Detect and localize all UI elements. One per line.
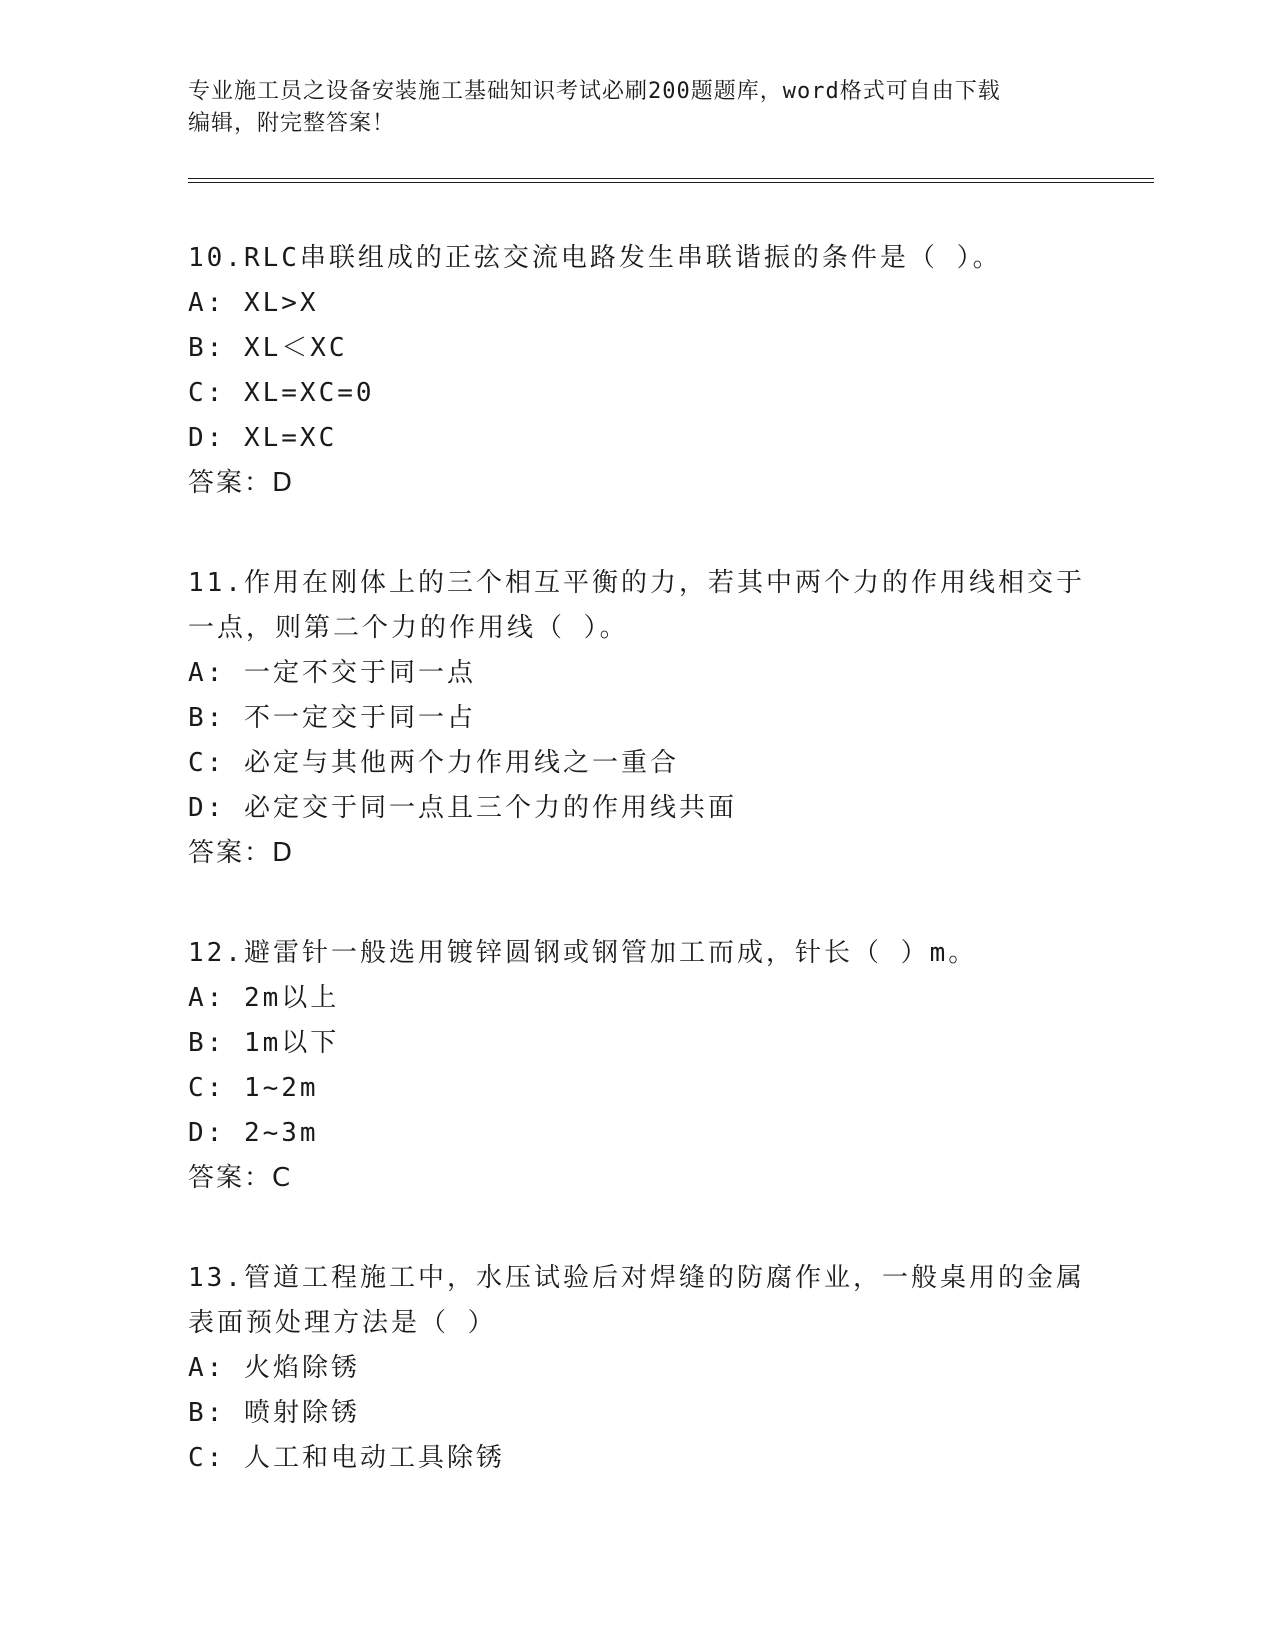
option-d: D: XL=XC xyxy=(188,423,338,453)
question-12 xyxy=(188,931,1088,1201)
option-d: D: 必定交于同一点且三个力的作用线共面 xyxy=(188,793,737,823)
header-divider-bottom xyxy=(188,182,1154,183)
answer-label: 答案：D xyxy=(188,838,295,868)
question-stem-continued: 表面预处理方法是（ ） xyxy=(188,1308,497,1338)
answer-label: 答案：C xyxy=(188,1163,293,1193)
option-a: A: 火焰除锈 xyxy=(188,1353,360,1383)
option-c: C: XL=XC=0 xyxy=(188,378,375,408)
option-c: C: 1~2m xyxy=(188,1073,319,1103)
question-stem: 13.管道工程施工中，水压试验后对焊缝的防腐作业，一般桌用的金属 xyxy=(188,1263,1085,1293)
question-stem-continued: 一点，则第二个力的作用线（ ）。 xyxy=(188,613,629,643)
option-b: B: XL＜XC xyxy=(188,333,348,363)
question-10 xyxy=(188,236,1088,506)
question-11 xyxy=(188,561,1088,876)
document-header xyxy=(188,76,1068,140)
header-line-2: 编辑，附完整答案！ xyxy=(188,111,396,136)
header-line-1: 专业施工员之设备安装施工基础知识考试必刷200题题库，word格式可自由下载 xyxy=(188,79,1001,104)
option-a: A: XL>X xyxy=(188,288,319,318)
option-c: C: 人工和电动工具除锈 xyxy=(188,1443,505,1473)
option-b: B: 1m以下 xyxy=(188,1028,340,1058)
option-a: A: 一定不交于同一点 xyxy=(188,658,476,688)
answer-label: 答案：D xyxy=(188,468,295,498)
header-divider-top xyxy=(188,178,1154,179)
option-d: D: 2~3m xyxy=(188,1118,319,1148)
option-b: B: 喷射除锈 xyxy=(188,1398,360,1428)
question-stem: 12.避雷针一般选用镀锌圆钢或钢管加工而成，针长（ ）m。 xyxy=(188,938,978,968)
option-c: C: 必定与其他两个力作用线之一重合 xyxy=(188,748,679,778)
question-stem: 10.RLC串联组成的正弦交流电路发生串联谐振的条件是（ ）。 xyxy=(188,243,1002,273)
question-13 xyxy=(188,1256,1088,1481)
option-a: A: 2m以上 xyxy=(188,983,340,1013)
question-list xyxy=(188,236,1088,1536)
question-stem: 11.作用在刚体上的三个相互平衡的力，若其中两个力的作用线相交于 xyxy=(188,568,1085,598)
option-b: B: 不一定交于同一占 xyxy=(188,703,476,733)
